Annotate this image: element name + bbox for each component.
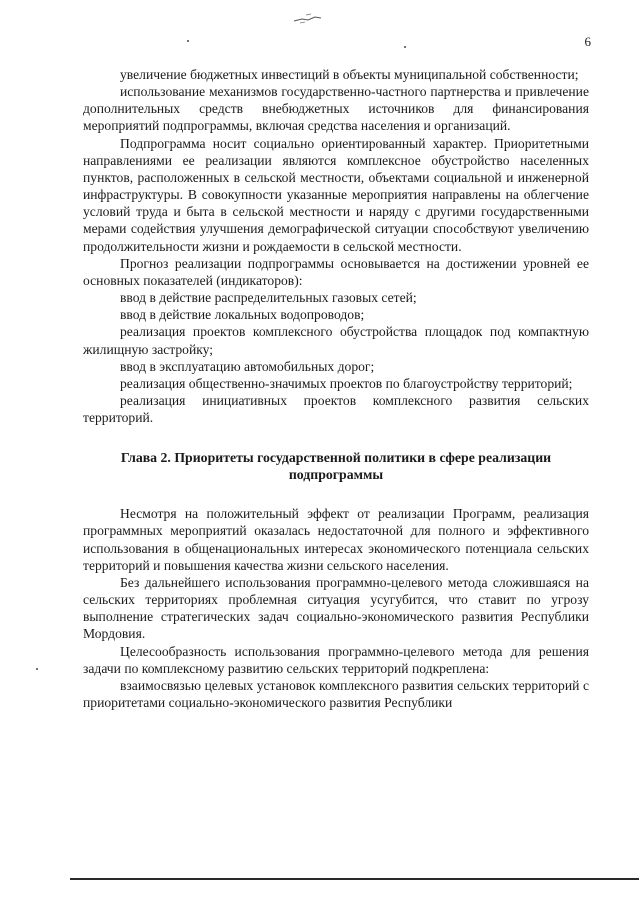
paragraph: использование механизмов государственно-частного партнерства и привлечение дополнительных средств внебюджетных источников для финансирования мероприятий подпрограммы, включая средства населения и организаций.: [83, 84, 589, 134]
paragraph: увеличение бюджетных инвестиций в объекты муниципальной собственности;: [120, 67, 579, 82]
scan-speck: [404, 46, 406, 48]
list-item: ввод в эксплуатацию автомобильных дорог;: [120, 358, 375, 374]
paragraphs-before-heading: [83, 66, 589, 426]
paragraphs-after-heading: [83, 505, 589, 711]
paragraph: Прогноз реализации подпрограммы основывается на достижении уровней ее основных показателей (индикаторов):: [83, 255, 589, 288]
list-item: реализация общественно-значимых проектов по благоустройству территорий;: [120, 375, 573, 391]
scan-artifact-mark: [288, 12, 328, 26]
paragraph: Без дальнейшего использования программно-целевого метода сложившаяся на сельских территориях проблемная ситуация усугубится, что ставит по угрозу выполнение стратегических задач социально-экономического развития Республики Мордовия.: [83, 574, 589, 642]
page-number: 6: [584, 34, 591, 49]
list-item: реализация проектов комплексного обустройства площадок под компактную жилищную застройку;: [83, 324, 589, 357]
scan-speck: [36, 668, 38, 670]
list-item: ввод в действие локальных водопроводов;: [120, 307, 365, 323]
list-item: реализация инициативных проектов комплексного развития сельских территорий.: [83, 392, 589, 426]
document-body: [83, 66, 589, 711]
scan-speck: [187, 40, 189, 42]
paragraph: Целесообразность использования программно-целевого метода для решения задачи по комплексному развитию сельских территорий подкреплена:: [83, 643, 589, 676]
chapter-heading: Глава 2. Приоритеты государственной политики в сфере реализации подпрограммы: [120, 450, 552, 483]
paragraph: взаимосвязью целевых установок комплексного развития сельских территорий с приоритетами социально-экономического развития Республики: [83, 677, 589, 710]
list-item: ввод в действие распределительных газовых сетей;: [120, 290, 417, 306]
paragraph: Подпрограмма носит социально ориентированный характер. Приоритетными направлениями ее реализации являются комплексное обустройство населенных пунктов, расположенных в сельской местности, объектами социальной и инженерной инфраструктуры. В совокупности указанные мероприятия направлены на облегчение условий труда и быта в сельской местности и наряду с другими государственными мерами содействия улучшения демографической ситуации способствуют увеличению продолжительности жизни и рождаемости в сельской местности.: [83, 135, 589, 254]
paragraph: Несмотря на положительный эффект от реализации Программ, реализация программных мероприятий оказалась недостаточной для полного и эффективного использования в общенациональных интересах экономического потенциала сельских территорий и повышения качества жизни сельского населения.: [83, 506, 589, 573]
bottom-scan-border: [70, 878, 639, 880]
